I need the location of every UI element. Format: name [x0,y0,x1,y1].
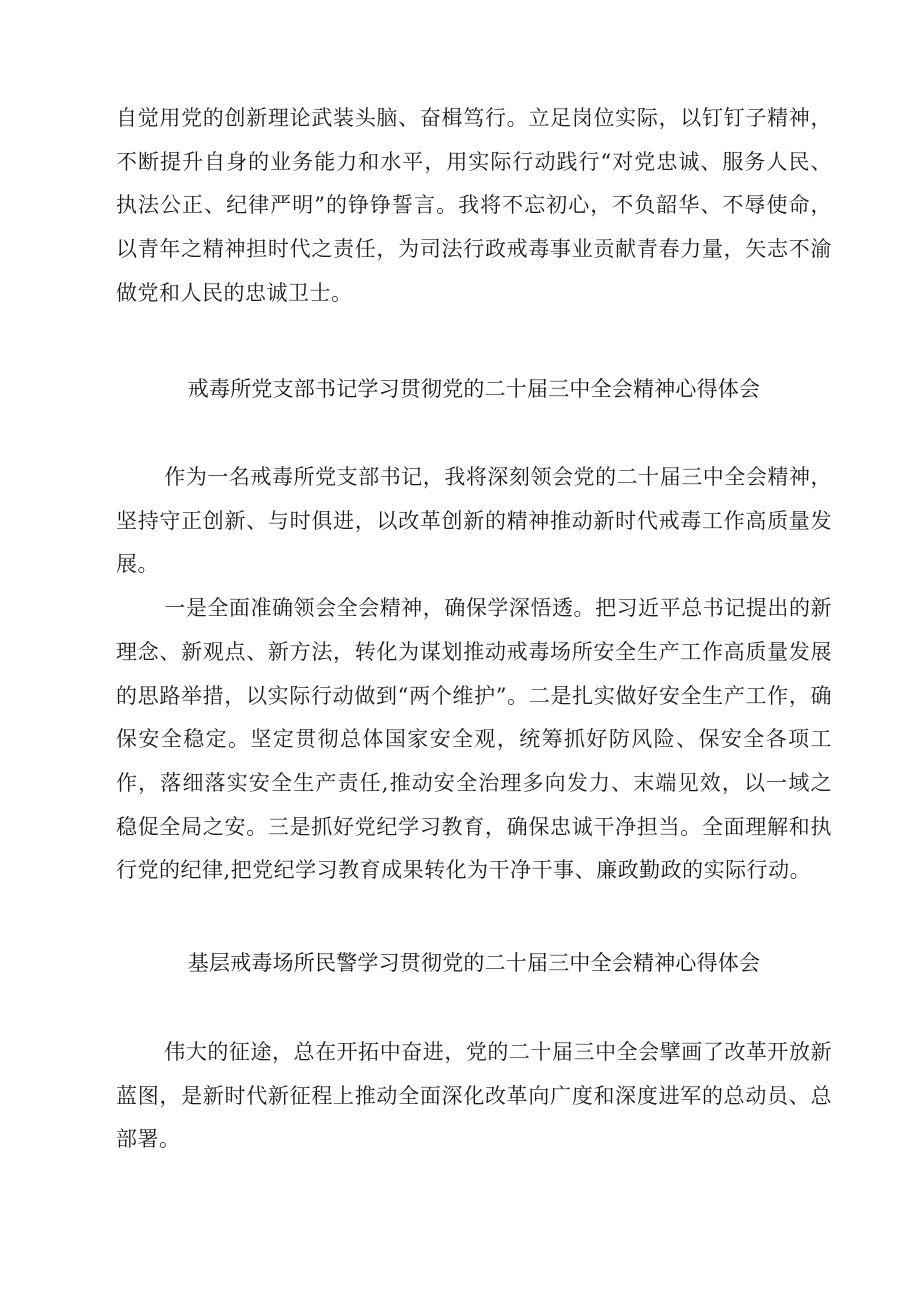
section-1-paragraph-2: 一是全面准确领会全会精神，确保学深悟透。把习近平总书记提出的新理念、新观点、新方法，转化为谋划推动戒毒场所安全生产工作高质量发展的思路举措，以实际行动做到“两个维护”。二是扎实做好安全生产工作，确保安全稳定。坚定贯彻总体国家安全观，统筹抓好防风险、保安全各项工作，落细落实安全生产责任,推动安全治理多向发力、末端见效，以一域之稳促全局之安。三是抓好党纪学习教育，确保忠诚干净担当。全面理解和执行党的纪律,把党纪学习教育成果转化为干净干事、廉政勤政的实际行动。 [116,596,832,883]
continuation-paragraph: 自觉用党的创新理论武装头脑、奋楫笃行。立足岗位实际，以钉钉子精神，不断提升自身的业务能力和水平，用实际行动践行“对党忠诚、服务人民、执法公正、纪律严明”的铮铮誓言。我将不忘初心，不负韶华、不辱使命，以青年之精神担时代之责任，为司法行政戒毒事业贡献青春力量，矢志不渝做党和人民的忠诚卫士。 [116,106,832,305]
section-1-body [116,456,832,893]
section-2-title: 基层戒毒场所民警学习贯彻党的二十届三中全会精神心得体会 [187,951,761,975]
section-2-body [116,1031,832,1162]
section-1-title: 戒毒所党支部书记学习贯彻党的二十届三中全会精神心得体会 [187,377,761,401]
continuation-block [116,97,832,316]
section-2-paragraph-1: 伟大的征途，总在开拓中奋进，党的二十届三中全会擘画了改革开放新蓝图，是新时代新征程上推动全面深化改革向广度和深度进军的总动员、总部署。 [116,1040,832,1152]
section-1-paragraph-1: 作为一名戒毒所党支部书记，我将深刻领会党的二十届三中全会精神，坚持守正创新、与时俱进，以改革创新的精神推动新时代戒毒工作高质量发展。 [116,465,832,577]
